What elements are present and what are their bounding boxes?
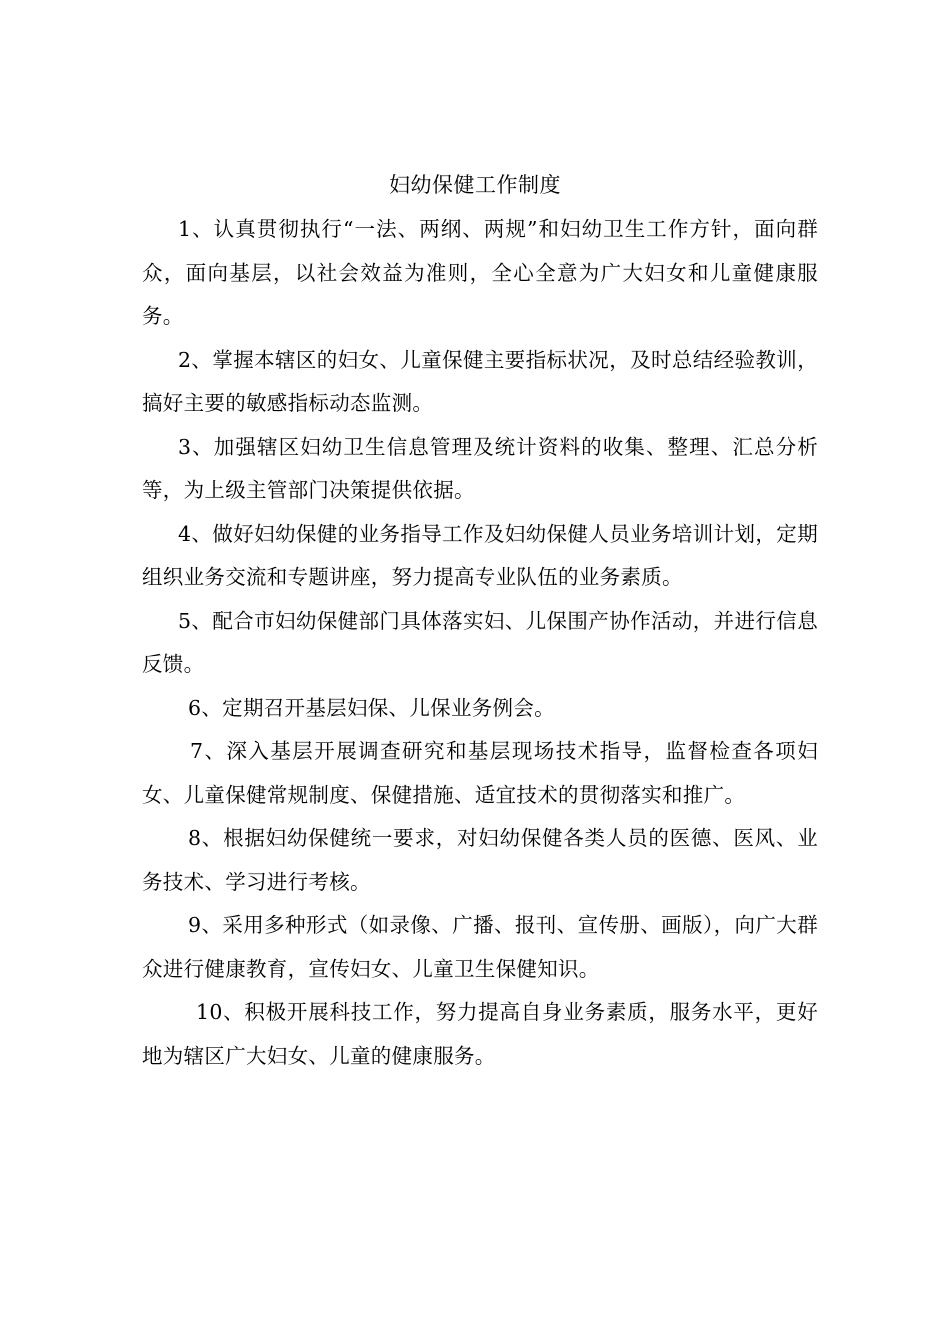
paragraph-7: 7、深入基层开展调查研究和基层现场技术指导，监督检查各项妇女、儿童保健常规制度、保健措施、适宜技术的贯彻落实和推广。 <box>142 739 818 807</box>
paragraph-5: 5、配合市妇幼保健部门具体落实妇、儿保围产协作活动，并进行信息反馈。 <box>142 608 818 676</box>
paragraph-9: 9、采用多种形式（如录像、广播、报刊、宣传册、画版），向广大群众进行健康教育，宣传妇女、儿童卫生保健知识。 <box>142 913 818 981</box>
paragraph-4: 4、做好妇幼保健的业务指导工作及妇幼保健人员业务培训计划，定期组织业务交流和专题讲座，努力提高专业队伍的业务素质。 <box>142 521 818 589</box>
document-body <box>142 208 818 1078</box>
document-title: 妇幼保健工作制度 <box>389 173 561 197</box>
paragraph-8: 8、根据妇幼保健统一要求，对妇幼保健各类人员的医德、医风、业务技术、学习进行考核。 <box>142 826 818 894</box>
paragraph-10: 10、积极开展科技工作，努力提高自身业务素质，服务水平，更好地为辖区广大妇女、儿童的健康服务。 <box>142 1000 818 1068</box>
paragraph-1: 1、认真贯彻执行“一法、两纲、两规”和妇幼卫生工作方针，面向群众，面向基层，以社会效益为准则，全心全意为广大妇女和儿童健康服务。 <box>142 217 818 328</box>
paragraph-3: 3、加强辖区妇幼卫生信息管理及统计资料的收集、整理、汇总分析等，为上级主管部门决策提供依据。 <box>142 434 818 502</box>
paragraph-2: 2、掌握本辖区的妇女、儿童保健主要指标状况，及时总结经验教训，搞好主要的敏感指标动态监测。 <box>142 347 818 415</box>
paragraph-6: 6、定期召开基层妇保、儿保业务例会。 <box>188 695 555 720</box>
